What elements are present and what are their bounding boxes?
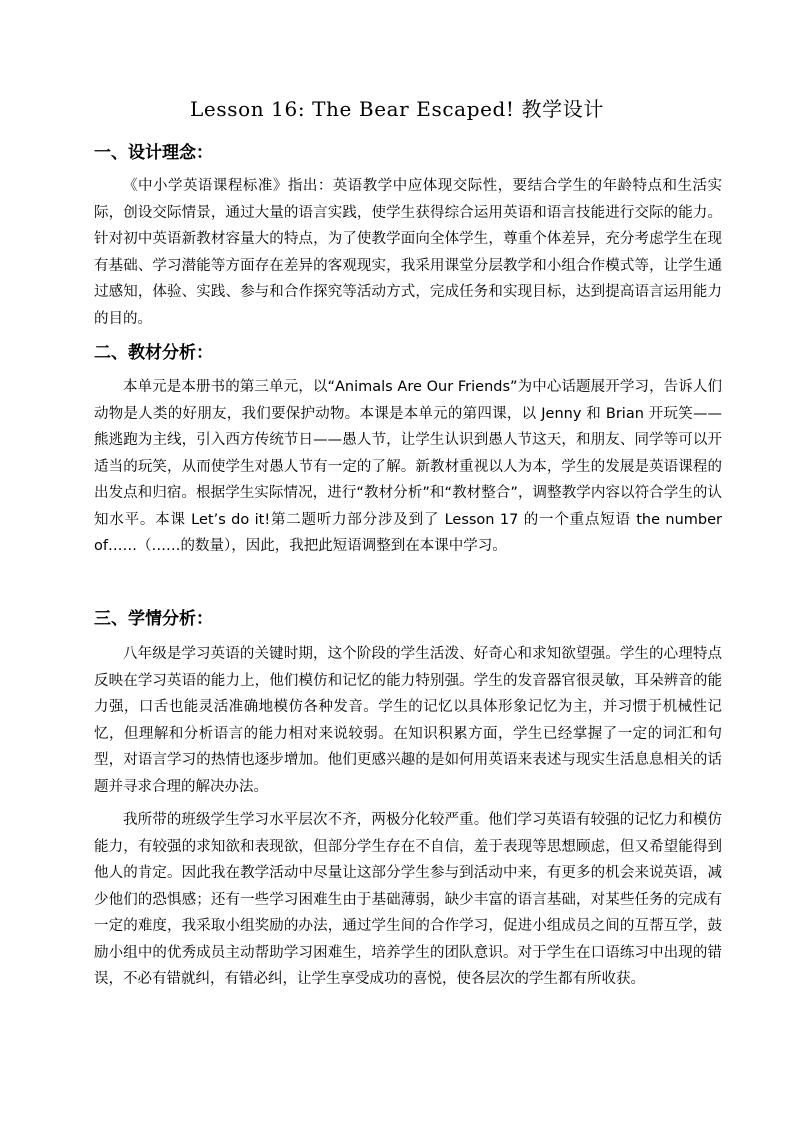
paragraph-student-analysis-1: 八年级是学习英语的关键时期，这个阶段的学生活泼、好奇心和求知欲望强。学生的心理特点反映在学习英语的能力上，他们模仿和记忆的能力特别强。学生的发音器官很灵敏，耳朵辨音的能力强，口舌也能灵活准确地模仿各种发音。学生的记忆以具体形象记忆为主，并习惯于机械性记忆，但理解和分析语言的能力相对来说较弱。在知识积累方面，学生已经掌握了一定的词汇和句型，对语言学习的热情也逐步增加。他们更感兴趣的是如何用英语来表述与现实生活息息相关的话题并寻求合理的解决办法。 [94,646,722,795]
section-heading-textbook-analysis: 二、教材分析： [94,343,213,363]
section-heading-student-analysis: 三、学情分析： [94,609,213,629]
paragraph-textbook-analysis: 本单元是本册书的第三单元，以“Animals Are Our Friends”为中心话题展开学习，告诉人们动物是人类的好朋友，我们要保护动物。本课是本单元的第四课，以 Jenny 和 Brian 开玩笑——熊逃跑为主线，引入西方传统节日——愚人节，让学生认识到愚人节这天，和朋友、同学等可以开适当的玩笑，从而使学生对愚人节有一定的了解。新教材重视以人为本，学生的发展是英语课程的出发点和归宿。根据学生实际情况，进行“教材分析”和“教材整合”，调整教学内容以符合学生的认知水平。本课 Let’s do it!第二题听力部分涉及到了 Lesson 17 的一个重点短语 the number of……（……的数量），因此，我把此短语调整到在本课中学习。 [94,379,722,554]
document-title: Lesson 16: The Bear Escaped! 教学设计 [190,97,604,121]
paragraph-design-concept: 《中小学英语课程标准》指出：英语教学中应体现交际性，要结合学生的年龄特点和生活实际，创设交际情景，通过大量的语言实践，使学生获得综合运用英语和语言技能进行交际的能力。针对初中英语新教材容量大的特点，为了使教学面向全体学生，尊重个体差异，充分考虑学生在现有基础、学习潜能等方面存在差异的客观现实，我采用课堂分层教学和小组合作模式等，让学生通过感知，体验、实践、参与和合作探究等活动方式，完成任务和实现目标，达到提高语言运用能力的目的。 [94,178,722,327]
paragraph-student-analysis-2: 我所带的班级学生学习水平层次不齐，两极分化较严重。他们学习英语有较强的记忆力和模仿能力，有较强的求知欲和表现欲，但部分学生存在不自信，羞于表现等思想顾虑，但又希望能得到他人的肯定。因此我在教学活动中尽量让这部分学生参与到活动中来，有更多的机会来说英语，减少他们的恐惧感；还有一些学习困难生由于基础薄弱，缺少丰富的语言基础，对某些任务的完成有一定的难度，我采取小组奖励的办法，通过学生间的合作学习，促进小组成员之间的互帮互学，鼓励小组中的优秀成员主动帮助学习困难生，培养学生的团队意识。对于学生在口语练习中出现的错误，不必有错就纠，有错必纠，让学生享受成功的喜悦，使各层次的学生都有所收获。 [94,812,722,987]
section-heading-design-concept: 一、设计理念： [94,143,213,163]
